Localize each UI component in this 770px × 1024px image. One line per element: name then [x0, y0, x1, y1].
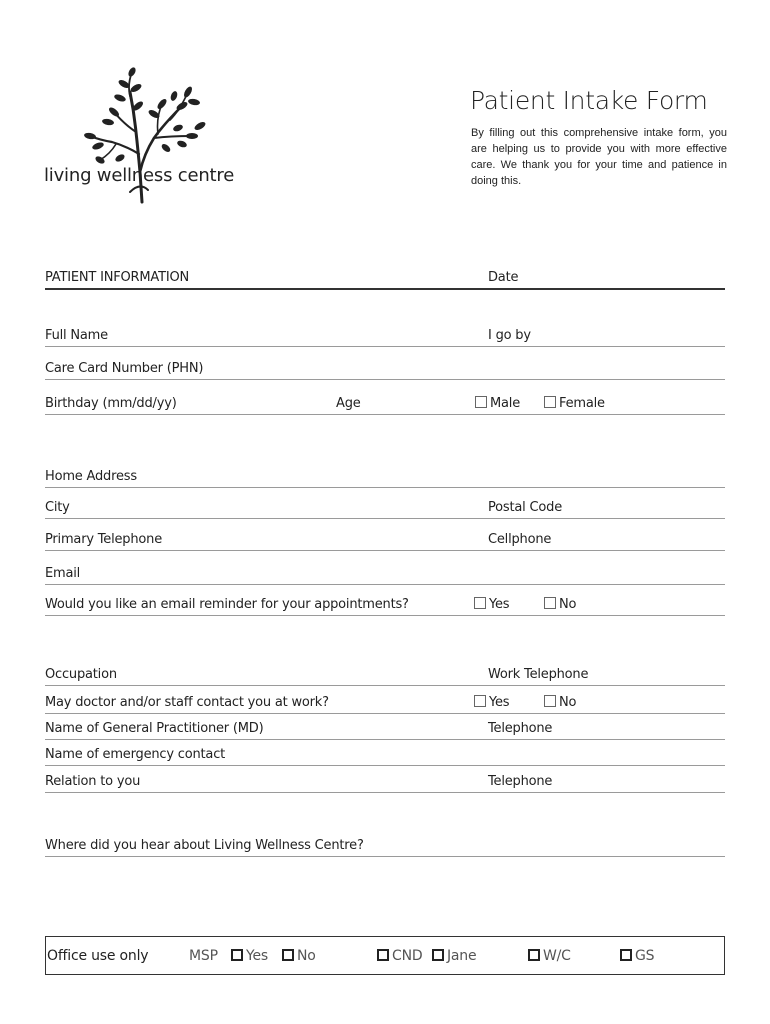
occupation-row — [45, 667, 725, 686]
section-heading: PATIENT INFORMATION — [45, 270, 190, 285]
full-name-row — [45, 328, 725, 347]
cnd-label: CND — [392, 948, 423, 964]
email-field[interactable]: Email — [45, 566, 81, 581]
msp-no-checkbox[interactable] — [282, 948, 316, 964]
work-phone-field[interactable]: Work Telephone — [488, 667, 589, 682]
clinic-logo — [44, 62, 264, 212]
msp-yes-checkbox[interactable] — [231, 948, 268, 964]
go-by-field[interactable]: I go by — [488, 328, 531, 343]
email-row — [45, 566, 725, 585]
occupation-field[interactable]: Occupation — [45, 667, 117, 682]
relation-telephone-field[interactable]: Telephone — [488, 774, 553, 789]
birthday-field[interactable]: Birthday (mm/dd/yy) — [45, 396, 177, 411]
checkbox-icon — [475, 396, 487, 408]
reminder-no-checkbox[interactable] — [544, 597, 576, 612]
cellphone-field[interactable]: Cellphone — [488, 532, 552, 547]
relation-row — [45, 774, 725, 793]
email-reminder-row — [45, 597, 725, 616]
male-checkbox[interactable] — [475, 396, 520, 411]
heard-about-field[interactable]: Where did you hear about Living Wellness Centre? — [45, 838, 364, 853]
gs-checkbox[interactable] — [620, 948, 654, 964]
wc-label: W/C — [543, 948, 571, 964]
checkbox-icon — [544, 597, 556, 609]
checkbox-icon — [544, 695, 556, 707]
office-use-label: Office use only — [47, 948, 149, 964]
contact-work-row — [45, 695, 725, 714]
female-label: Female — [559, 396, 605, 411]
phone-row — [45, 532, 725, 551]
cnd-checkbox[interactable] — [377, 948, 422, 964]
clinic-name: living wellness centre — [44, 165, 235, 186]
yes-label: Yes — [489, 695, 510, 710]
care-card-field[interactable]: Care Card Number (PHN) — [45, 361, 204, 376]
office-use-box — [45, 936, 725, 975]
age-field[interactable]: Age — [336, 396, 361, 411]
wc-checkbox[interactable] — [528, 948, 571, 964]
no-label: No — [559, 597, 577, 612]
care-card-row — [45, 361, 725, 380]
relation-field[interactable]: Relation to you — [45, 774, 141, 789]
city-row — [45, 500, 725, 519]
city-field[interactable]: City — [45, 500, 70, 515]
emergency-contact-row — [45, 747, 725, 766]
checkbox-icon — [231, 949, 243, 961]
intro-text: By filling out this comprehensive intake form, you are helping us to provide you with more effective care. We thank you for your time and patience in doing this. — [471, 127, 727, 187]
date-field[interactable]: Date — [488, 270, 519, 285]
checkbox-icon — [474, 695, 486, 707]
checkbox-icon — [377, 949, 389, 961]
checkbox-icon — [474, 597, 486, 609]
yes-label: Yes — [489, 597, 510, 612]
yes-label: Yes — [246, 948, 268, 964]
work-yes-checkbox[interactable] — [474, 695, 509, 710]
full-name-field[interactable]: Full Name — [45, 328, 108, 343]
page-title: Patient Intake Form — [470, 86, 708, 115]
emergency-contact-field[interactable]: Name of emergency contact — [45, 747, 226, 762]
heard-about-row — [45, 838, 725, 857]
jane-label: Jane — [447, 948, 477, 964]
checkbox-icon — [432, 949, 444, 961]
female-checkbox[interactable] — [544, 396, 605, 411]
contact-work-question: May doctor and/or staff contact you at work? — [45, 695, 329, 710]
email-reminder-question: Would you like an email reminder for your appointments? — [45, 597, 409, 612]
gp-telephone-field[interactable]: Telephone — [488, 721, 553, 736]
male-label: Male — [490, 396, 520, 411]
checkbox-icon — [620, 949, 632, 961]
jane-checkbox[interactable] — [432, 948, 476, 964]
checkbox-icon — [528, 949, 540, 961]
no-label: No — [559, 695, 577, 710]
patient-info-heading-row — [45, 270, 725, 290]
gs-label: GS — [635, 948, 655, 964]
postal-code-field[interactable]: Postal Code — [488, 500, 562, 515]
primary-phone-field[interactable]: Primary Telephone — [45, 532, 162, 547]
checkbox-icon — [282, 949, 294, 961]
gp-name-field[interactable]: Name of General Practitioner (MD) — [45, 721, 264, 736]
home-address-field[interactable]: Home Address — [45, 469, 137, 484]
no-label: No — [297, 948, 316, 964]
msp-label: MSP — [189, 948, 218, 964]
reminder-yes-checkbox[interactable] — [474, 597, 509, 612]
birthday-row — [45, 396, 725, 415]
home-address-row — [45, 469, 725, 488]
gp-row — [45, 721, 725, 740]
work-no-checkbox[interactable] — [544, 695, 576, 710]
checkbox-icon — [544, 396, 556, 408]
